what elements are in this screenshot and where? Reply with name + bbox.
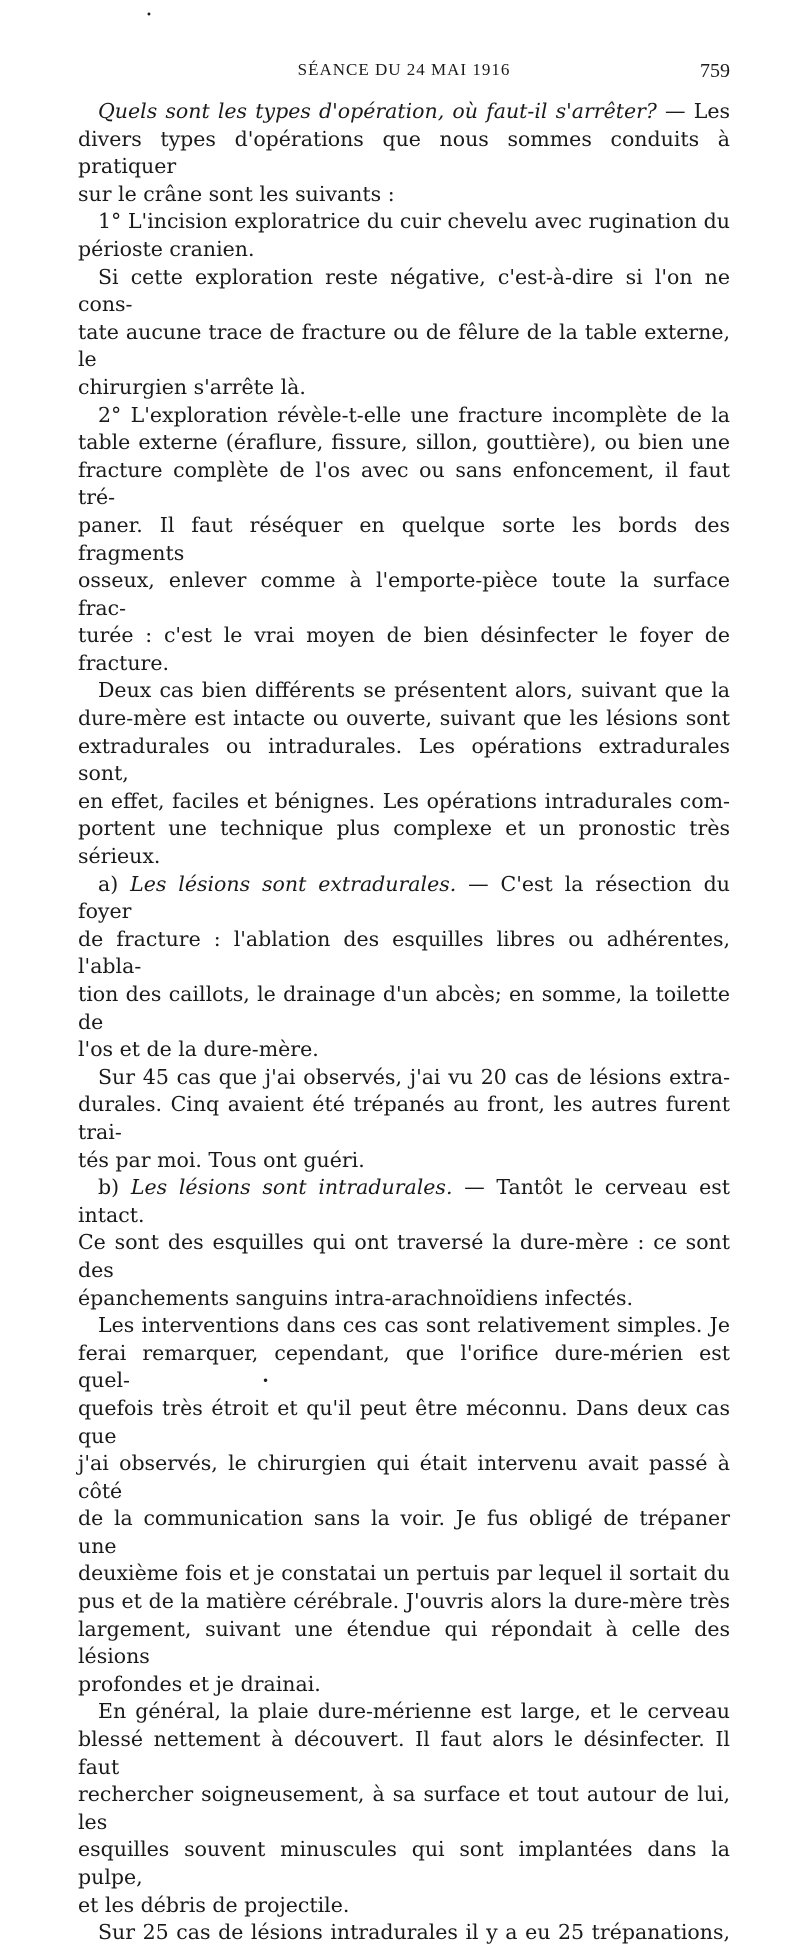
text-line: a) Les lésions sont extradurales. — C'est la résection du foyer [78, 871, 730, 924]
text-line: dure-mère est intacte ou ouverte, suivant que les lésions sont [78, 706, 730, 731]
text-line: table externe (éraflure, fissure, sillon, gouttière), ou bien une [78, 430, 730, 455]
text-line: en effet, faciles et bénignes. Les opérations intradurales com- [78, 788, 730, 813]
text-line: tion des caillots, le drainage d'un abcès; en somme, la toilette de [78, 982, 730, 1034]
text-line: pus et de la matière cérébrale. J'ouvris alors la dure-mère très [78, 1589, 730, 1614]
text-line: blessé nettement à découvert. Il faut alors le désinfecter. Il faut [78, 1727, 730, 1779]
text-line: extradurales ou intradurales. Les opérations extradurales sont, [78, 733, 730, 786]
text-line: esquilles souvent minuscules qui sont implantées dans la pulpe, [78, 1837, 730, 1889]
text-line: rechercher soigneusement, à sa surface et tout autour de lui, les [78, 1782, 730, 1834]
text-line: largement, suivant une étendue qui répondait à celle des lésions [78, 1616, 730, 1669]
text-line: tés par moi. Tous ont guéri. [78, 1147, 365, 1172]
text-line: Les interventions dans ces cas sont relativement simples. Je [98, 1313, 730, 1338]
text-line: 1° L'incision exploratrice du cuir chevelu avec rugination du [98, 209, 730, 234]
text-line: durales. Cinq avaient été trépanés au front, les autres furent trai- [78, 1092, 730, 1144]
text-line: 2° L'exploration révèle-t-elle une fracture incomplète de la [98, 402, 730, 427]
text-line: paner. Il faut réséquer en quelque sorte les bords des fragments [78, 512, 730, 565]
speck: • [262, 1374, 270, 1388]
text-line: En général, la plaie dure-mérienne est large, et le cerveau [98, 1699, 730, 1724]
text-line: Ce sont des esquilles qui ont traversé la dure-mère : ce sont des [78, 1230, 730, 1282]
text-line: Quels sont les types d'opération, où faut-il s'arrêter? — Les [98, 99, 730, 123]
text-line: osseux, enlever comme à l'emporte-pièce toute la surface frac- [78, 568, 730, 620]
header-title: SÉANCE DU 24 MAI 1916 [297, 60, 511, 79]
text-line: de la communication sans la voir. Je fus obligé de trépaner une [78, 1506, 730, 1558]
text-line: ferai remarquer, cependant, que l'orifice dure-mérien est quel- [78, 1340, 730, 1393]
text-line: fracture complète de l'os avec ou sans enfoncement, il faut tré- [78, 457, 730, 510]
text-line: Sur 25 cas de lésions intradurales il y a eu 25 trépanations, [98, 1920, 730, 1945]
page-number: 759 [700, 60, 730, 82]
text-line: profondes et je drainai. [78, 1671, 321, 1696]
text-line: Deux cas bien différents se présentent alors, suivant que la [98, 678, 730, 703]
speck: • [146, 10, 152, 21]
running-header [78, 60, 730, 86]
text-line: quefois très étroit et qu'il peut être méconnu. Dans deux cas que [78, 1395, 730, 1448]
text-line: sur le crâne sont les suivants : [78, 181, 395, 206]
text-line: turée : c'est le vrai moyen de bien désinfecter le foyer de fracture. [78, 623, 730, 675]
text-line: b) Les lésions sont intradurales. — Tantôt le cerveau est intact. [78, 1175, 731, 1227]
text-line: chirurgien s'arrête là. [78, 374, 306, 399]
text-line: deuxième fois et je constatai un pertuis par lequel il sortait du [78, 1561, 730, 1586]
text-line: tate aucune trace de fracture ou de fêlure de la table externe, le [78, 319, 730, 372]
text-line: portent une technique plus complexe et un pronostic très sérieux. [78, 816, 730, 869]
text-line: et les débris de projectile. [78, 1892, 350, 1917]
text-line: j'ai observés, le chirurgien qui était intervenu avait passé à côté [78, 1451, 730, 1503]
text-line: l'os et de la dure-mère. [78, 1037, 319, 1062]
text-line: Sur 45 cas que j'ai observés, j'ai vu 20 cas de lésions extra- [98, 1064, 730, 1089]
text-line: Si cette exploration reste négative, c'est-à-dire si l'on ne cons- [78, 264, 730, 317]
text-line: de fracture : l'ablation des esquilles libres ou adhérentes, l'abla- [78, 926, 730, 979]
body-text [78, 98, 730, 1947]
text-line: divers types d'opérations que nous sommes conduits à pratiquer [78, 126, 730, 179]
text-line: épanchements sanguins intra-arachnoïdiens infectés. [78, 1285, 634, 1310]
text-line: périoste cranien. [78, 236, 255, 261]
